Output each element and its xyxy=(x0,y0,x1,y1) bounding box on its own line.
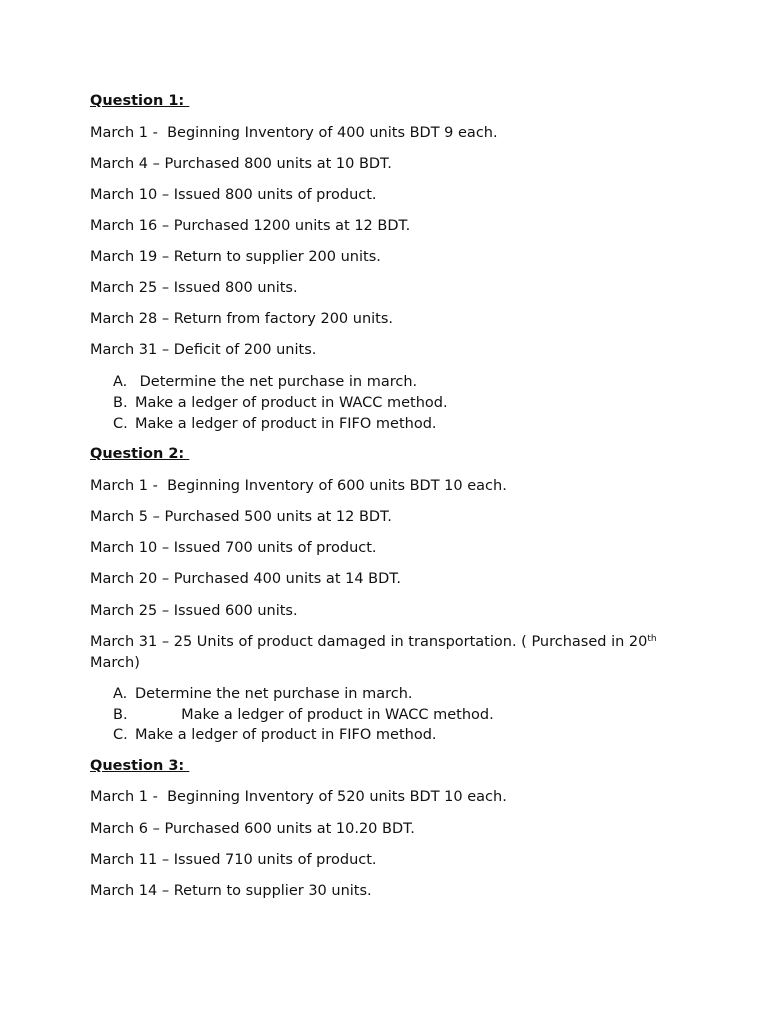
q2-task-a xyxy=(113,684,413,704)
q1-line-3: March 10 – Issued 800 units of product. xyxy=(90,187,377,203)
q1-task-a xyxy=(113,372,417,392)
task-text: Make a ledger of product in WACC method. xyxy=(135,707,494,723)
task-text: Make a ledger of product in FIFO method. xyxy=(135,416,437,432)
ordinal-suffix: th xyxy=(647,634,657,644)
list-marker: A. xyxy=(113,374,128,390)
q3-line-2: March 6 – Purchased 600 units at 10.20 BDT. xyxy=(90,821,415,837)
q2-line-6-end: March) xyxy=(90,655,140,671)
question-2-heading: Question 2: xyxy=(90,446,190,462)
task-text: Determine the net purchase in march. xyxy=(135,686,413,702)
question-1-heading: Question 1: xyxy=(90,93,190,109)
q1-task-b xyxy=(113,393,448,413)
q1-line-1: March 1 - Beginning Inventory of 400 units BDT 9 each. xyxy=(90,125,498,141)
list-marker: B. xyxy=(113,707,128,723)
q3-line-3: March 11 – Issued 710 units of product. xyxy=(90,852,377,868)
list-marker: B. xyxy=(113,395,128,411)
q3-line-4: March 14 – Return to supplier 30 units. xyxy=(90,883,372,899)
q2-line-4: March 20 – Purchased 400 units at 14 BDT. xyxy=(90,571,402,587)
q2-task-c xyxy=(113,725,437,745)
document-page xyxy=(90,0,690,1024)
q1-line-6: March 25 – Issued 800 units. xyxy=(90,280,298,296)
q2-line-3: March 10 – Issued 700 units of product. xyxy=(90,540,377,556)
q2-line-1: March 1 - Beginning Inventory of 600 units BDT 10 each. xyxy=(90,478,507,494)
q1-line-7: March 28 – Return from factory 200 units. xyxy=(90,311,394,327)
q2-line-2: March 5 – Purchased 500 units at 12 BDT. xyxy=(90,509,392,525)
q2-task-b xyxy=(113,705,494,725)
q1-line-5: March 19 – Return to supplier 200 units. xyxy=(90,249,381,265)
q3-line-1: March 1 - Beginning Inventory of 520 units BDT 10 each. xyxy=(90,789,507,805)
task-text: Determine the net purchase in march. xyxy=(135,374,418,390)
q2-line-5: March 25 – Issued 600 units. xyxy=(90,603,298,619)
q1-task-c xyxy=(113,414,437,434)
q1-line-2: March 4 – Purchased 800 units at 10 BDT. xyxy=(90,156,392,172)
list-marker: A. xyxy=(113,686,128,702)
q1-line-8: March 31 – Deficit of 200 units. xyxy=(90,342,317,358)
q1-line-4: March 16 – Purchased 1200 units at 12 BDT. xyxy=(90,218,411,234)
q2-line-6-text: March 31 – 25 Units of product damaged in transportation. ( Purchased in 20 xyxy=(90,634,648,650)
question-3-heading: Question 3: xyxy=(90,758,190,774)
list-marker: C. xyxy=(113,416,128,432)
q2-line-6 xyxy=(90,632,660,674)
task-text: Make a ledger of product in WACC method. xyxy=(135,395,448,411)
task-text: Make a ledger of product in FIFO method. xyxy=(135,727,437,743)
list-marker: C. xyxy=(113,727,128,743)
